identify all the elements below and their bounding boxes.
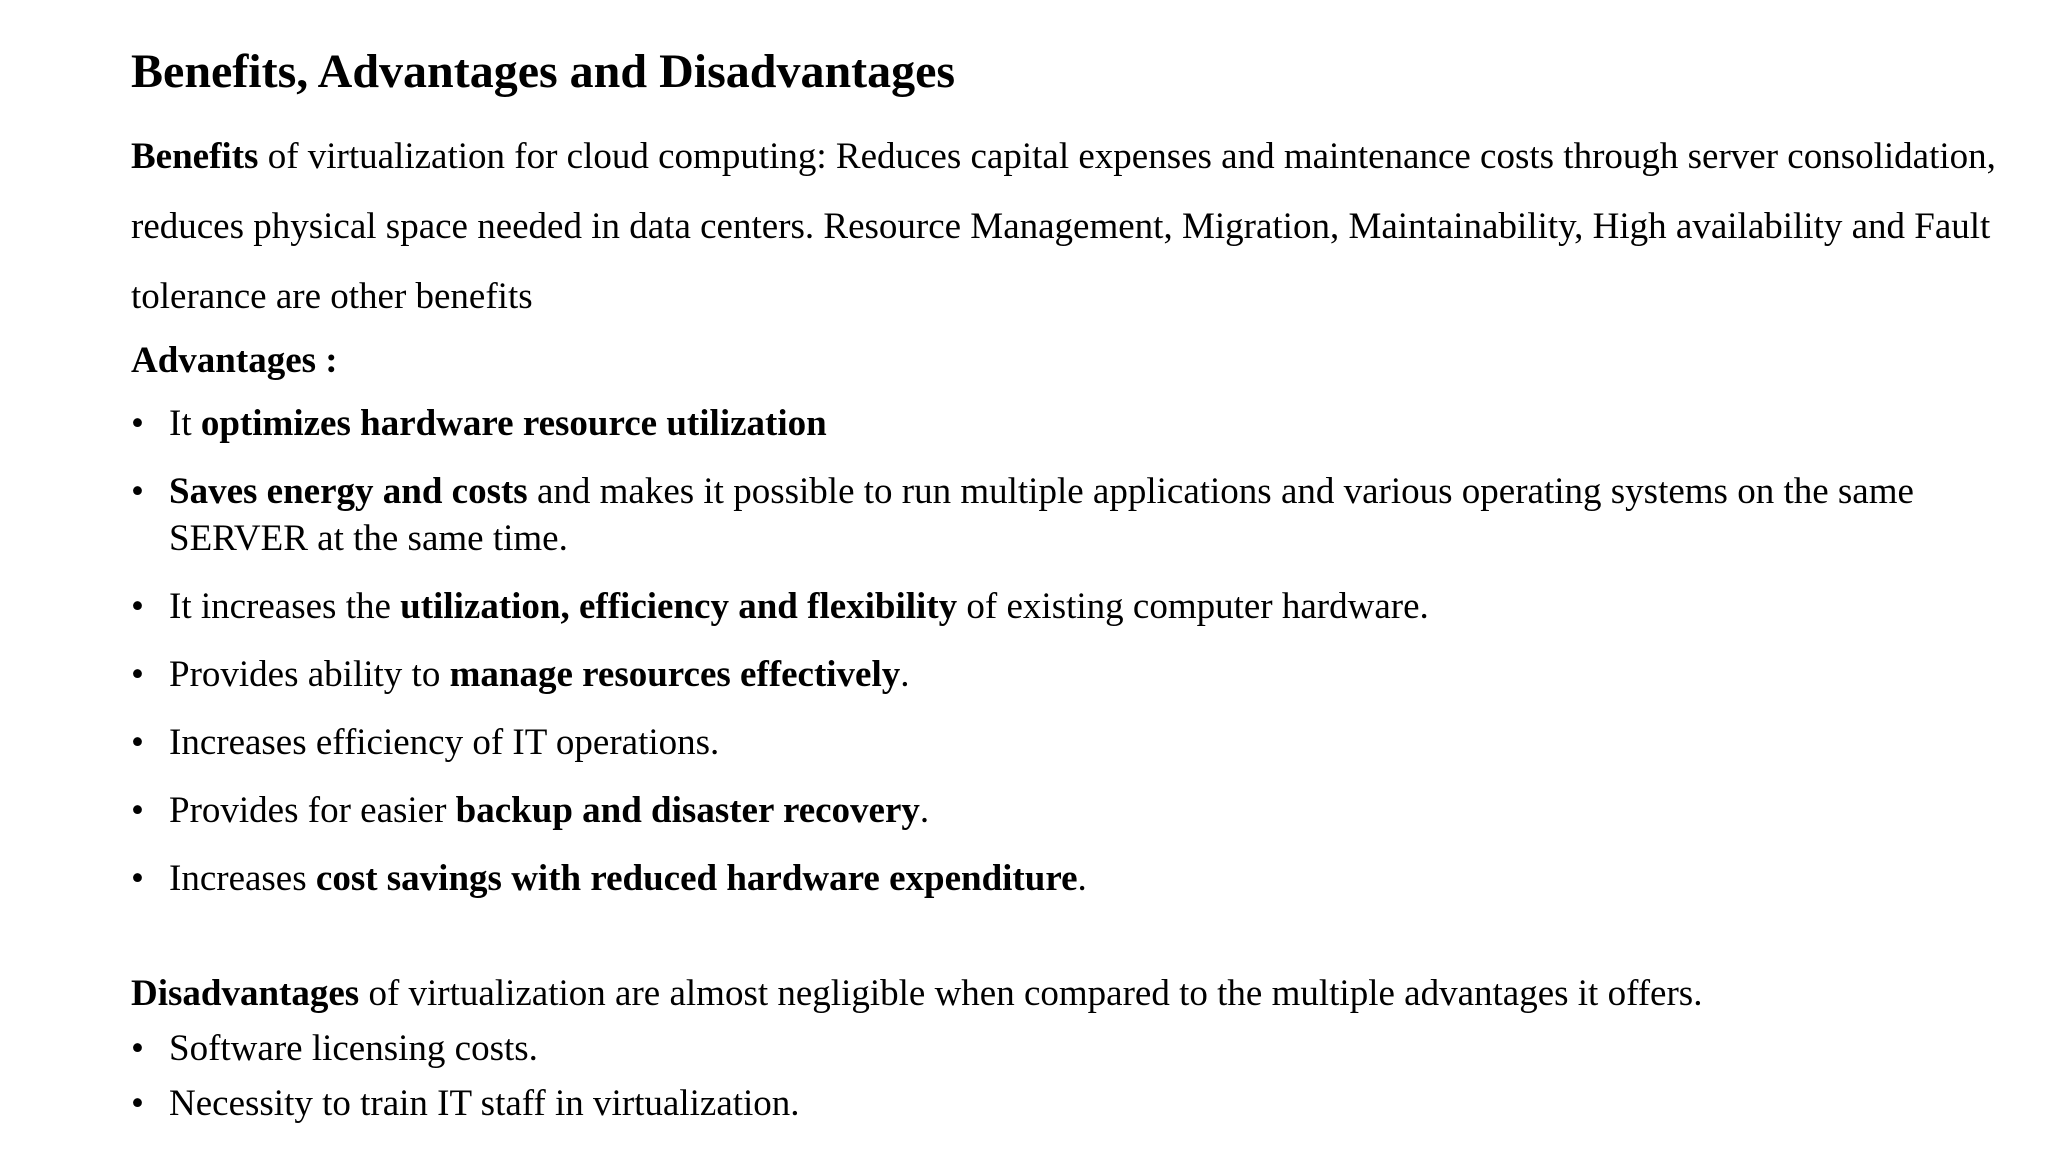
advantage-text-pre: Increases [169,858,316,899]
advantage-text-bold: manage resources effectively [449,654,901,695]
bullet-icon: • [131,586,144,627]
disadvantage-item [131,1025,2011,1072]
disadvantage-text: Necessity to train IT staff in virtualization. [169,1083,800,1124]
bullet-icon: • [131,403,144,444]
bullet-icon: • [131,722,144,763]
advantage-text-bold: optimizes hardware resource utilization [200,403,827,444]
advantage-text [169,468,2011,562]
advantage-text-post: . [919,790,930,831]
bullet-icon: • [131,471,144,512]
disadvantage-text: Software licensing costs. [169,1028,538,1069]
bullet-icon: • [131,858,144,899]
advantage-item [131,400,2011,447]
bullet-icon: • [131,654,144,695]
advantage-text-bold: backup and disaster recovery [455,790,920,831]
bullet-icon: • [131,790,144,831]
slide [131,0,2011,1152]
advantage-text-pre: Provides ability to [169,654,450,695]
advantage-text-pre: Provides for easier [169,790,456,831]
advantage-text [169,855,2011,902]
benefits-lead: Benefits [131,136,259,177]
benefits-paragraph [131,122,2011,332]
page-title: Benefits, Advantages and Disadvantages [131,45,956,98]
advantage-text-post: of existing computer hardware. [957,586,1429,627]
advantage-text-bold: cost savings with reduced hardware expenditure [315,858,1078,899]
advantage-text-pre: Increases efficiency of IT operations. [169,722,720,763]
advantage-text [169,719,2011,766]
advantage-text [169,400,2011,447]
advantage-text-post: . [900,654,910,695]
advantage-text-bold: utilization, efficiency and flexibility [400,586,958,627]
advantage-text-pre: It [169,403,201,444]
bullet-icon: • [131,1083,144,1124]
disadvantages-lead: Disadvantages [131,973,360,1014]
advantage-text-post: and makes it possible to run multiple applications and various operating systems on the same SERVER at the same time. [169,471,1914,559]
disadvantages-paragraph [131,968,1702,1020]
bullet-icon: • [131,1028,144,1069]
benefits-text: of virtualization for cloud computing: Reduces capital expenses and maintenance costs through server consolidation, reduces physical space needed in data centers. Resource Management, Migration, Maintainability, High availability and Fault tolerance are other benefits [131,136,1996,317]
disadvantage-item [131,1080,2011,1127]
advantage-text-post: . [1077,858,1087,899]
advantage-item [131,468,2011,562]
advantage-item [131,787,2011,834]
advantage-item [131,855,2011,902]
advantage-text [169,651,2011,698]
advantage-text [169,583,2011,630]
disadvantages-text: of virtualization are almost negligible when compared to the multiple advantages it offers. [359,973,1703,1014]
advantage-item [131,719,2011,766]
advantage-item [131,583,2011,630]
advantage-text-pre: It increases the [169,586,401,627]
advantage-text [169,787,2011,834]
advantage-text-bold: Saves energy and costs [169,471,528,512]
advantage-item [131,651,2011,698]
advantages-heading: Advantages : [131,340,338,381]
